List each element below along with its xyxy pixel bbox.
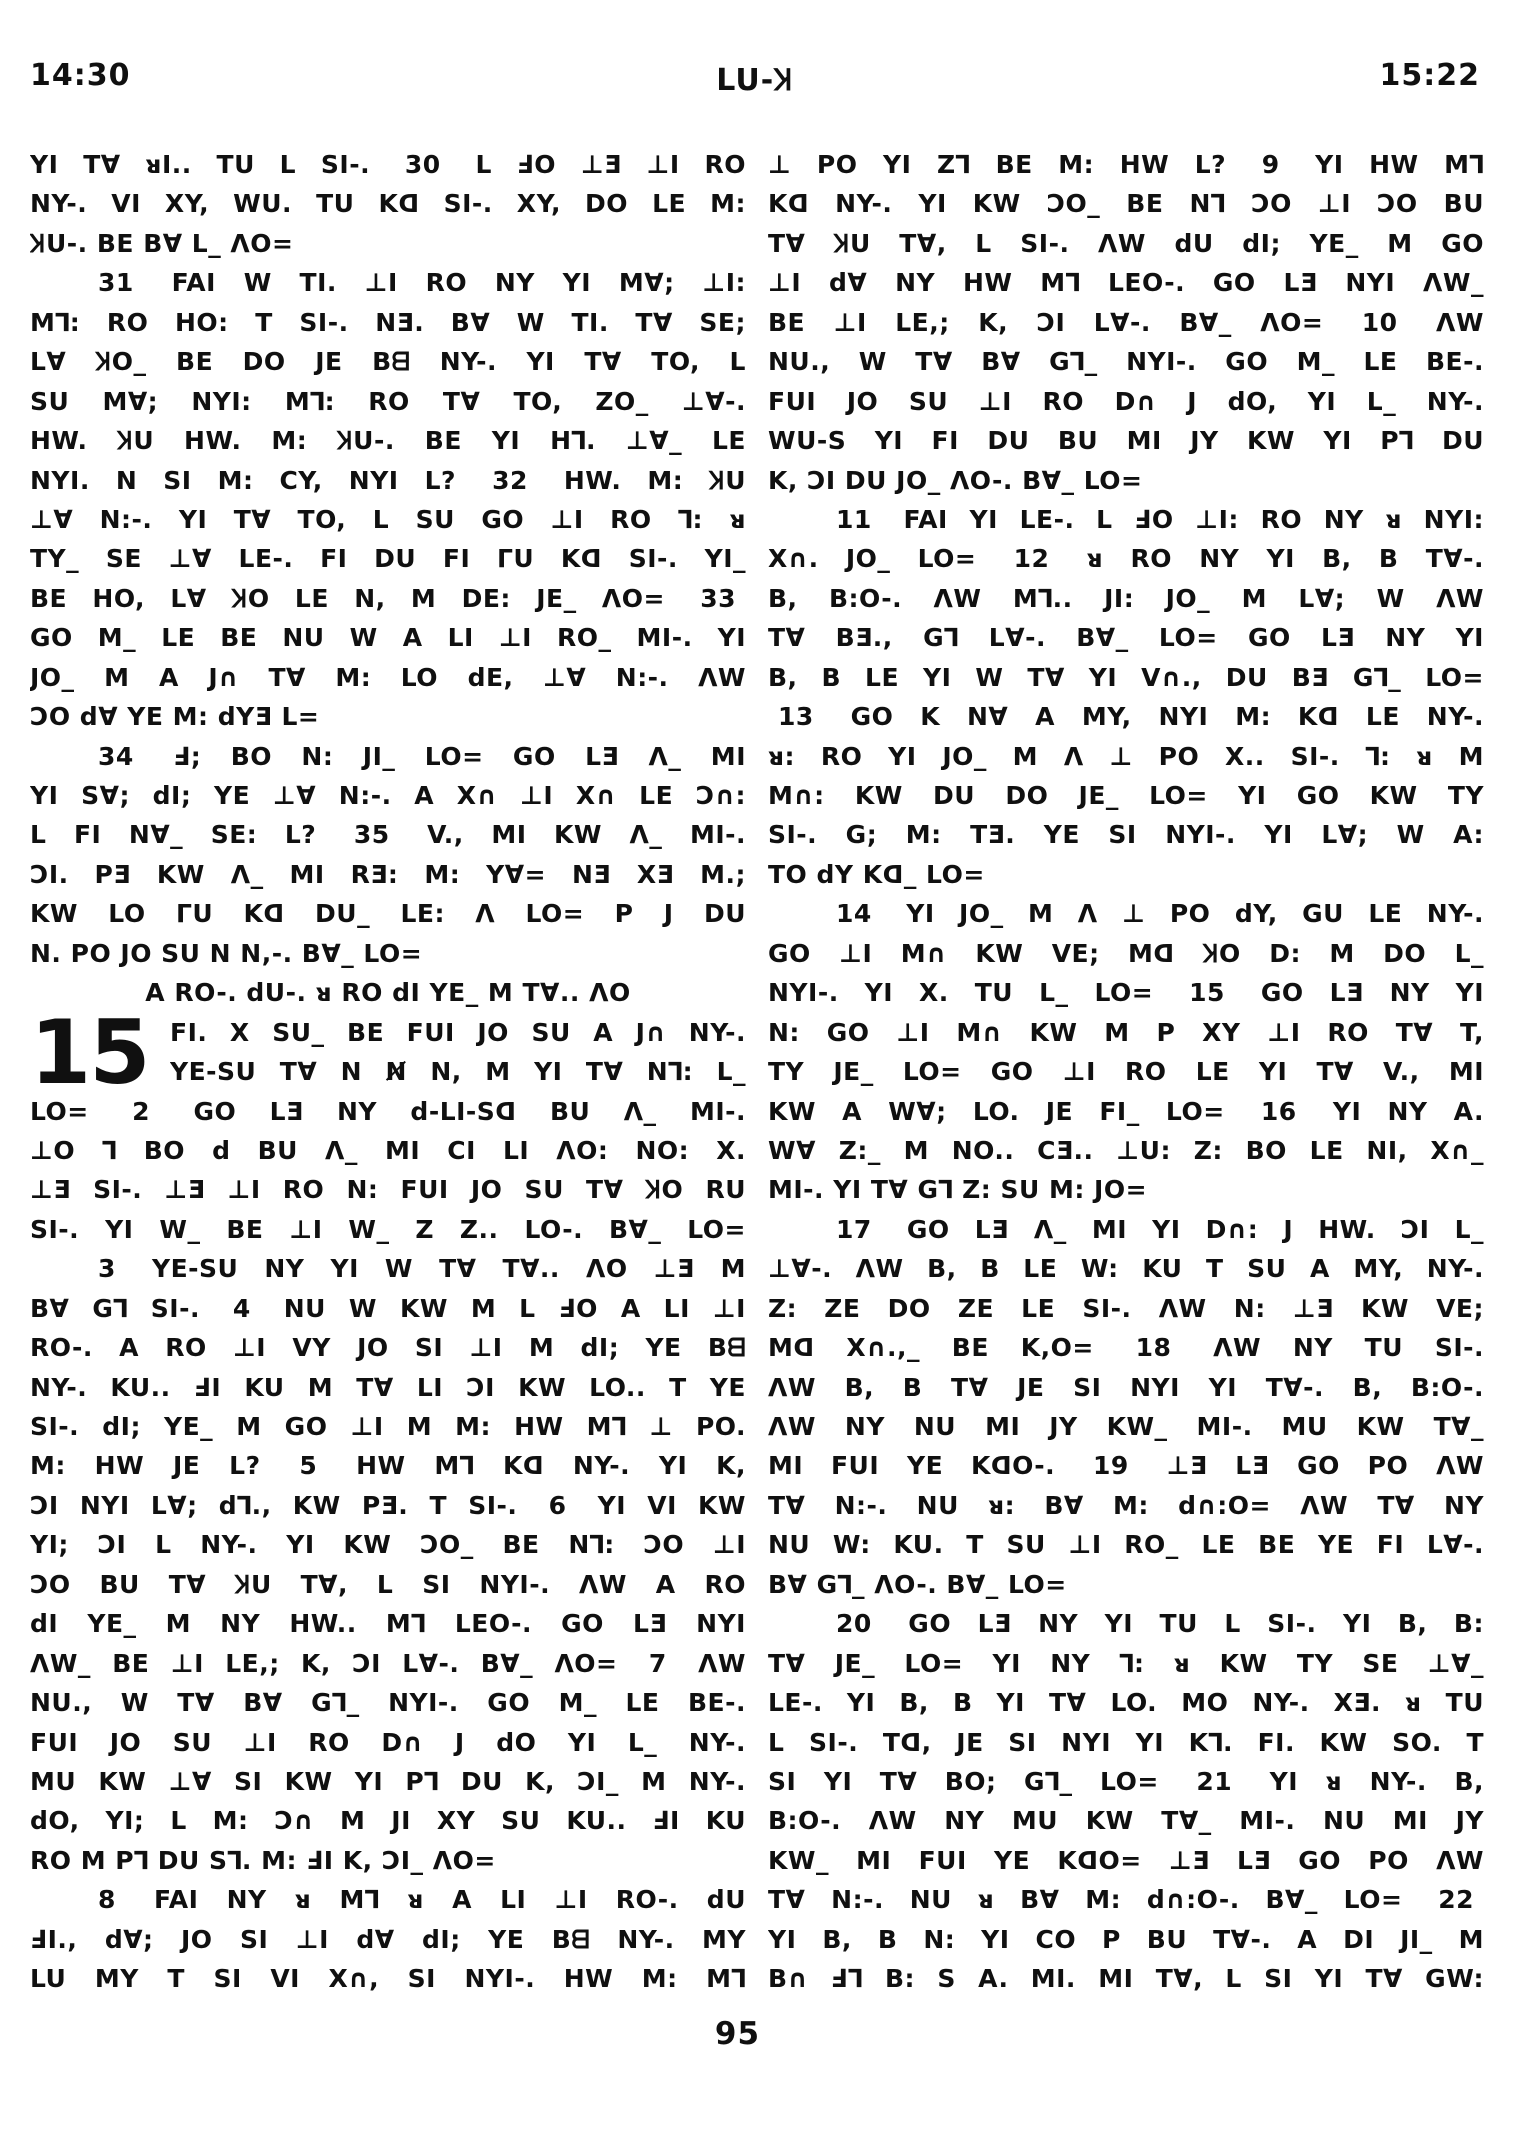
text-line: ⊥I d∀ NY HW M⅂ LEO-. GO LƎ NYI ΛW_ (768, 268, 1484, 298)
text-line: dO, YI; L M: Ɔ∩ M JI XY SU KU.. ℲI KU (30, 1806, 746, 1836)
text-line: ⊥∀ N:-. YI T∀ TO, L SU GO ⊥I RO ⅂: ᴚ (30, 504, 746, 534)
text-line: YI; ƆI L NY-. YI KW ƆO_ BE N⅂: ƆO ⊥I (30, 1530, 746, 1560)
text-line: SI YI T∀ BO; G⅂_ LO= 21 YI ᴚ NY-. B, (768, 1766, 1484, 1796)
text-line: X∩. JO_ LO= 12 ᴚ RO NY YI B, B T∀-. (768, 544, 1484, 574)
verse-number: 5 (299, 1451, 318, 1481)
text-line: B:O-. ΛW NY MU KW T∀_ MI-. NU MI JY (768, 1806, 1484, 1836)
text-line: Mᗡ X∩.,_ BE K,O= 18 ΛW NY TU SI-. (768, 1333, 1484, 1363)
text-line: ᴚ: RO YI JO_ M Λ ⊥ PO X.. SI-. ⅂: ᴚ M (768, 741, 1484, 771)
page-number: 95 (714, 2016, 761, 2052)
text-line: FUI JO SU ⊥I RO D∩ J dO YI L_ NY-. (30, 1727, 746, 1757)
text-line: NY-. KU.. ℲI KU M T∀ LI ƆI KW LO.. T YE (30, 1372, 746, 1402)
verse-number: 15 (1189, 978, 1225, 1008)
verse-number: 13 (778, 702, 814, 732)
text-line: ℲI., d∀; JO SI ⊥I d∀ dI; YE Bᗺ NY-. MY (30, 1924, 746, 1954)
verse-range-start: 14:30 (30, 58, 131, 93)
text-line: B, B LE YI W T∀ YI V∩., DU BƎ G⅂_ LO= (768, 662, 1484, 692)
text-line: HW. ꞰU HW. M: ꞰU-. BE YI H⅂. ⊥∀_ LE (30, 426, 746, 456)
verse-number: 4 (232, 1293, 251, 1323)
text-line: W∀ Z:_ M NO.. CƎ.. ⊥U: Z: BO LE NI, X∩_ (768, 1135, 1484, 1165)
chapter-start (30, 1000, 746, 1104)
text-line: dI YE_ M NY HW.. M⅂ LEO-. GO LƎ NYI (30, 1609, 746, 1639)
text-line: LU MY T SI VI X∩, SI NYI-. HW M: M⅂ (30, 1964, 746, 1994)
book-title: LU-Ʞ (716, 63, 794, 98)
text-line: 14 YI JO_ M Λ ⊥ PO dY, GU LE NY-. (836, 899, 1484, 929)
verse-number: 18 (1135, 1333, 1172, 1363)
text-line: NU., W T∀ B∀ G⅂_ NYI-. GO M_ LE BE-. (768, 347, 1484, 377)
text-line: KW_ MI FUI YE KᗡO= ⊥Ǝ LƎ GO PO ΛW (768, 1845, 1484, 1875)
text-line: N. PO JO SU N N,-. B∀_ LO= (30, 938, 423, 968)
text-line: GO ⊥I M∩ KW VE; Mᗡ ꞰO D: M DO L_ (768, 938, 1484, 968)
verse-number: 32 (492, 465, 528, 495)
verse-number: 33 (700, 583, 736, 613)
text-line: BE HO, L∀ ꞰO LE N, M DE: JE_ ΛO= 33 (30, 583, 736, 613)
text-line: ⊥O ⅂ BO d BU Λ_ MI CI LI ΛO: NO: X. (30, 1135, 746, 1165)
verse-number: 8 (98, 1885, 116, 1915)
text-line: T∀ N:-. NU ᴚ: B∀ M: d∩:O= ΛW T∀ NY (768, 1490, 1484, 1520)
text-line: B∀ G⅂_ ΛO-. B∀_ LO= (768, 1569, 1067, 1599)
verse-number: 21 (1196, 1766, 1233, 1796)
verse-number: 2 (132, 1096, 151, 1126)
text-line: FI. X SU_ BE FUI JO SU A J∩ NY-. (170, 1017, 746, 1047)
text-line: JO_ M A J∩ T∀ M: LO dE, ⊥∀ N:-. ΛW (30, 662, 746, 692)
text-line: T∀ JE_ LO= YI NY ⅂: ᴚ KW TY SE ⊥∀_ (768, 1648, 1484, 1678)
section-heading: A RO-. dU-. ᴚ RO dI YE_ M T∀.. ΛO (145, 978, 631, 1008)
text-line: TY JE_ LO= GO ⊥I RO LE YI T∀ V., MI (768, 1057, 1484, 1087)
text-line: 20 GO LƎ NY YI TU L SI-. YI B, B: (836, 1609, 1484, 1639)
text-line: K, ƆI DU JO_ ΛO-. B∀_ LO= (768, 465, 1143, 495)
text-line: ΛW B, B T∀ JE SI NYI YI T∀-. B, B:O-. (768, 1372, 1484, 1402)
text-line: B∀ G⅂ SI-. 4 NU W KW M L ℲO A LI ⊥I (30, 1293, 746, 1323)
text-line: SI-. YI W_ BE ⊥I W_ Z Z.. LO-. B∀_ LO= (30, 1214, 746, 1244)
text-line: KW LO ΓU Kᗡ DU_ LE: Λ LO= P J DU (30, 899, 746, 929)
text-line: SI-. dI; YE_ M GO ⊥I M M: HW M⅂ ⊥ PO. (30, 1412, 746, 1442)
text-line: 3 YE-SU NY YI W T∀ T∀.. ΛO ⊥Ǝ M (98, 1254, 746, 1284)
text-line: L∀ ꞰO_ BE DO JE Bᗺ NY-. YI T∀ TO, L (30, 347, 746, 377)
verse-number: 22 (1438, 1885, 1474, 1915)
verse-number: 17 (836, 1214, 872, 1244)
text-line: L FI N∀_ SE: L? 35 V., MI KW Λ_ MI-. (30, 820, 746, 850)
text-line: Z: ZE DO ZE LE SI-. ΛW N: ⊥Ǝ KW VE; (768, 1293, 1484, 1323)
text-line: MI-. YI T∀ G⅂ Z: SU M: JO= (768, 1175, 1148, 1205)
text-line: N: GO ⊥I M∩ KW M P XY ⊥I RO T∀ T, (768, 1017, 1484, 1047)
text-line: NY-. VI XY, WU. TU Kᗡ SI-. XY, DO LE M: (30, 189, 746, 219)
text-line: SI-. G; M: TƎ. YE SI NYI-. YI L∀; W A: (768, 820, 1484, 850)
verse-number: 14 (836, 899, 872, 929)
text-line: LE-. YI B, B YI T∀ LO. MO NY-. XƎ. ᴚ TU (768, 1688, 1484, 1718)
text-line: ƆO d∀ YE M: dYƎ L= (30, 702, 320, 732)
text-line: ƆO BU T∀ ꞰU T∀, L SI NYI-. ΛW A RO (30, 1569, 746, 1599)
text-column-right (768, 145, 1484, 1999)
text-line: MU KW ⊥∀ SI KW YI P⅂ DU K, ƆI_ M NY-. (30, 1766, 746, 1796)
text-line: YI T∀ ᴚI.. TU L SI-. 30 L ℲO ⊥Ǝ ⊥I RO (30, 150, 746, 179)
text-line: YE-SU T∀ N N̸ N, M YI T∀ N⅂: L_ (170, 1057, 746, 1087)
text-line: 11 FAI YI LE-. L ℲO ⊥I: RO NY ᴚ NYI: (836, 504, 1484, 534)
text-line: YI B, B N: YI CO P BU T∀-. A DI JI_ M (768, 1924, 1484, 1954)
text-line: 34 Ⅎ; BO N: JI_ LO= GO LƎ Λ_ MI (98, 741, 746, 771)
text-line: LO= 2 GO LƎ NY d-LI-Sᗡ BU Λ_ MI-. (30, 1096, 746, 1126)
text-line: ⊥∀-. ΛW B, B LE W: KU T SU A MY, NY-. (768, 1254, 1484, 1284)
text-line: ƆI. PƎ KW Λ_ MI RƎ: M: Y∀= NƎ XƎ M.; (30, 859, 746, 889)
text-line: ⊥ PO YI Z⅂ BE M: HW L? 9 YI HW M⅂ (768, 150, 1484, 179)
text-line: ꞰU-. BE B∀ L_ ΛO= (30, 228, 294, 258)
text-line: M∩: KW DU DO JE_ LO= YI GO KW TY (768, 781, 1484, 810)
text-line: GO M_ LE BE NU W A LI ⊥I RO_ MI-. YI (30, 623, 746, 653)
text-line: B, B:O-. ΛW M⅂.. JI: JO_ M L∀; W ΛW (768, 583, 1484, 613)
text-line: T∀ N:-. NU ᴚ B∀ M: d∩:O-. B∀_ LO= 22 (768, 1885, 1474, 1915)
verse-number: 9 (1261, 150, 1280, 179)
text-line: KW A W∀; LO. JE FI_ LO= 16 YI NY A. (768, 1096, 1484, 1126)
text-line: BE ⊥I LE,; K, ƆI L∀-. B∀_ ΛO= 10 ΛW (768, 307, 1484, 337)
text-line: NU W: KU. T SU ⊥I RO_ LE BE YE FI L∀-. (768, 1530, 1484, 1560)
verse-number: 16 (1260, 1096, 1297, 1126)
verse-number: 3 (98, 1254, 116, 1284)
text-line: TY_ SE ⊥∀ LE-. FI DU FI ΓU Kᗡ SI-. YI_ (30, 544, 746, 574)
verse-number: 34 (98, 741, 134, 771)
verse-range-end: 15:22 (1379, 58, 1480, 93)
text-line: MI FUI YE KᗡO-. 19 ⊥Ǝ LƎ GO PO ΛW (768, 1451, 1484, 1481)
text-line: Kᗡ NY-. YI KW ƆO_ BE N⅂ ƆO ⊥I ƆO BU (768, 189, 1484, 219)
page-footer (0, 2016, 1513, 2052)
verse-number: 30 (404, 150, 441, 179)
verse-number: 31 (98, 268, 134, 298)
verse-number: 7 (648, 1648, 667, 1678)
text-line: NYI-. YI X. TU L_ LO= 15 GO LƎ NY YI (768, 978, 1484, 1008)
text-column-left (30, 145, 746, 1999)
text-line: L SI-. Tᗡ, JE SI NYI YI K⅂. FI. KW SO. T (768, 1727, 1484, 1757)
verse-number: 20 (836, 1609, 872, 1639)
text-line: 13 GO K N∀ A MY, NYI M: Kᗡ LE NY-. (778, 702, 1484, 732)
text-line: 8 FAI NY ᴚ M⅂ ᴚ A LI ⊥I RO-. dU (98, 1885, 746, 1915)
text-line: ΛW NY NU MI JY KW_ MI-. MU KW T∀_ (768, 1412, 1484, 1441)
text-line: NYI. N SI M: CY, NYI L? 32 HW. M: ꞰU (30, 465, 746, 495)
verse-number: 12 (1013, 544, 1050, 574)
text-line: T∀ ꞰU T∀, L SI-. ΛW dU dI; YE_ M GO (768, 228, 1484, 258)
chapter-dropcap: 15 (30, 1000, 149, 1104)
text-line: 17 GO LƎ Λ_ MI YI D∩: J HW. ƆI L_ (836, 1214, 1484, 1244)
text-line: 31 FAI W TI. ⊥I RO NY YI M∀; ⊥I: (98, 268, 746, 298)
verse-number: 11 (836, 504, 872, 534)
text-line: SU M∀; NYI: M⅂: RO T∀ TO, ZO_ ⊥∀-. (30, 386, 746, 416)
verse-number: 35 (353, 820, 390, 850)
verse-number: 6 (548, 1490, 567, 1520)
text-line: M: HW JE L? 5 HW M⅂ Kᗡ NY-. YI K, (30, 1451, 746, 1481)
text-line: T∀ BƎ., G⅂ L∀-. B∀_ LO= GO LƎ NY YI (768, 623, 1484, 653)
text-line: TO dY Kᗡ_ LO= (768, 859, 985, 889)
text-line: NU., W T∀ B∀ G⅂_ NYI-. GO M_ LE BE-. (30, 1688, 746, 1718)
text-line: FUI JO SU ⊥I RO D∩ J dO, YI L_ NY-. (768, 386, 1484, 416)
page-header (30, 58, 1480, 98)
text-line: RO-. A RO ⊥I VY JO SI ⊥I M dI; YE Bᗺ (30, 1333, 746, 1363)
text-line: ΛW_ BE ⊥I LE,; K, ƆI L∀-. B∀_ ΛO= 7 ΛW (30, 1648, 746, 1678)
verse-number: 19 (1092, 1451, 1129, 1481)
text-line: RO M P⅂ DU S⅂. M: ℲI K, ƆI_ ΛO= (30, 1845, 496, 1875)
text-line: ⊥Ǝ SI-. ⊥Ǝ ⊥I RO N: FUI JO SU T∀ ꞰO RU (30, 1175, 746, 1205)
text-line: WU-S YI FI DU BU MI JY KW YI P⅂ DU (768, 426, 1484, 456)
text-line: B∩ Ⅎ⅂ B: S A. MI. MI T∀, L SI YI T∀ GW: (768, 1964, 1484, 1994)
text-line: ƆI NYI L∀; d⅂., KW PƎ. T SI-. 6 YI VI KW (30, 1490, 746, 1520)
text-line: M⅂: RO HO: T SI-. NƎ. B∀ W TI. T∀ SE; (30, 307, 746, 337)
verse-number: 10 (1361, 307, 1398, 337)
text-line: YI S∀; dI; YE ⊥∀ N:-. A X∩ ⊥I X∩ LE Ɔ∩: (30, 781, 746, 810)
